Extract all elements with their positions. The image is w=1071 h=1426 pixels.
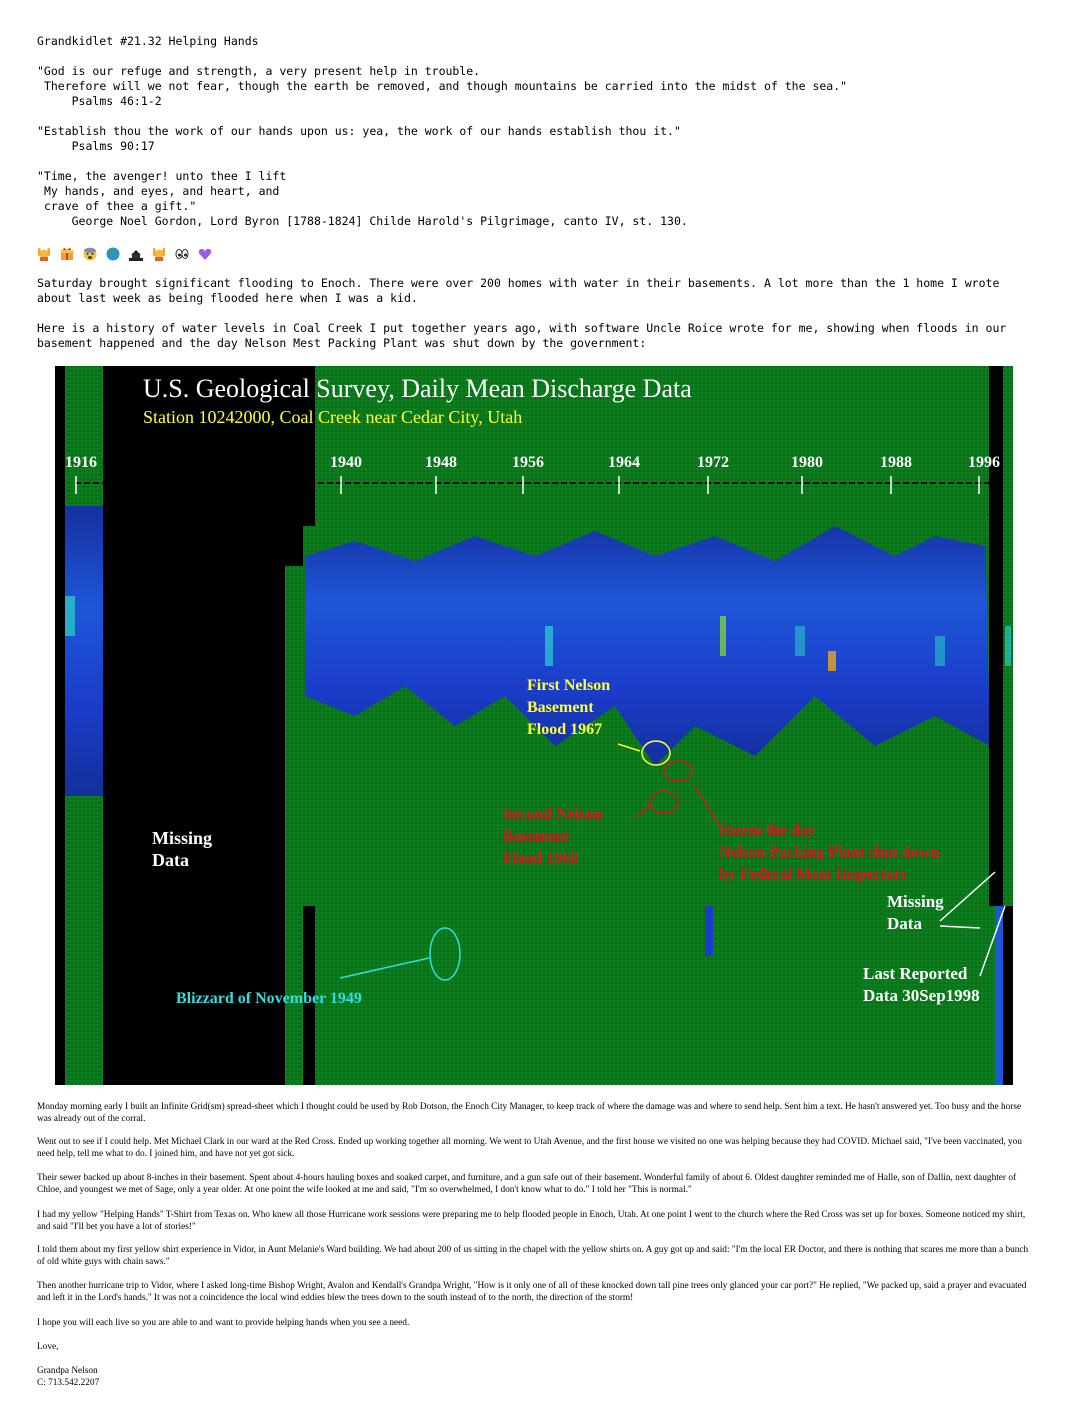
- year-label: 1980: [791, 454, 823, 471]
- purple-heart-icon: [198, 247, 212, 261]
- body-paragraph: Went out to see if I could help. Met Michael Clark in our ward at the Red Cross. Ended up working together all morning. We went to Utah Avenue, and the first house we visited no one was helping because they had COVID. Michael said, "I've been vaccinated, you need help, tell me what to do. I joined him, and have not yet got sick.: [37, 1137, 1022, 1159]
- figure-subtitle: Station 10242000, Coal Creek near Cedar City, Utah: [143, 407, 523, 427]
- body-paragraph: I had my yellow "Helping Hands" T-Shirt from Texas on. Who knew all those Hurricane work sessions were preparing me to help flooded people in Enoch, Utah. At one point I went to the church where the Red Cross was set up for boxes. Someone noticed my shirt, and said "I'll bet you have a lot of stories!": [37, 1210, 1026, 1232]
- missing-data-left-label: Missing Data: [152, 828, 213, 870]
- year-label: 1972: [697, 454, 729, 471]
- closing-love: Love,: [37, 1342, 59, 1352]
- signature-name: Grandpa Nelson: [37, 1366, 98, 1376]
- last-reported-label: Last Reported Data 30Sep1998: [863, 964, 980, 1005]
- year-label: 1988: [880, 454, 912, 471]
- second-flood-label: Second Nelson Basement Flood 1968: [503, 806, 603, 867]
- body-paragraph: Then another hurricane trip to Vidor, where I asked long-time Bishop Wright, Avalon and Kendall's Grandpa Wright, "How is it only one of all of these knocked down tall pine trees only glanced your car port?" He replied, "We packed up, said a prayer and evacuated and left it in the Lord's hands." It was not a coincidence the local wind eddies blew the trees down to the south instead of to the north, the direction of the storm!: [37, 1281, 1027, 1303]
- figure-title: U.S. Geological Survey, Daily Mean Discharge Data: [143, 374, 692, 403]
- discharge-heatmap-figure: [55, 366, 1013, 1085]
- eyes-icon: [175, 247, 189, 261]
- year-label: 1964: [608, 454, 640, 471]
- globe-icon: [106, 247, 120, 261]
- house-with-water-icon: [129, 247, 143, 261]
- body-paragraph: I hope you will each live so you are able to and want to provide helping hands when you see a need.: [37, 1318, 410, 1328]
- first-flood-label: First Nelson Basement Flood 1967: [527, 677, 611, 738]
- signature-phone: C: 713.542.2207: [37, 1378, 100, 1388]
- missing-data-right-label: Missing Data: [887, 892, 944, 933]
- blizzard-label: Blizzard of November 1949: [176, 990, 362, 1007]
- body-paragraph: Their sewer backed up about 8-inches in their basement. Spent about 4-hours hauling boxes and soaked carpet, and furniture, and a gun safe out of their basement. Wonderful family of about 6. Oldest daughter reminded me of Halle, son of Dallin, next daughter of Chloe, and youngest we met of Sage, only a year older. At one point the wife looked at me and said, "I'm so overwhelmed, I don't know what to do." I told her "This is normal.": [37, 1173, 1017, 1195]
- body-paragraph: Monday morning early I built an Infinite Grid(sm) spread-sheet which I thought could be used by Rob Dotson, the Enoch City Manager, to keep track of where the damage was and where to send help. Sent him a text. He hasn't answered yet. Too busy and the horse was already out of the corral.: [37, 1102, 1022, 1124]
- year-label: 1916: [65, 454, 97, 471]
- emoji-row: [37, 247, 212, 263]
- gift-icon: [60, 247, 74, 261]
- fearful-face-icon: [83, 247, 97, 261]
- history-paragraph: Here is a history of water levels in Coal Creek I put together years ago, with software Uncle Roice wrote for me, showing when floods in our basement happened and the day Nelson Mest Packing Plant was shut down by the government:: [37, 321, 1007, 350]
- intro-paragraph: Saturday brought significant flooding to Enoch. There were over 200 homes with water in their basements. A lot more than the 1 home I wrote about last week as being flooded here when I was a kid.: [37, 276, 1000, 305]
- post-title: Grandkidlet #21.32 Helping Hands: [37, 34, 259, 48]
- storm-label: Storm the day Nelson Packing Plant shut down by Federal Meat Inspectors: [719, 822, 940, 883]
- year-label: 1956: [512, 454, 544, 471]
- year-label: 1996: [968, 454, 1000, 471]
- person-raising-hands-icon: [37, 247, 51, 261]
- year-label: 1948: [425, 454, 457, 471]
- body-paragraph: I told them about my first yellow shirt experience in Vidor, in Aunt Melanie's Ward building. We had about 200 of us sitting in the chapel with the yellow shirts on. A guy got up and said: "I'm the local ER Doctor, and there is nothing that scares me more than a bunch of old white guys with chain saws.": [37, 1245, 1029, 1267]
- quote-psalms-90: "Establish thou the work of our hands upon us: yea, the work of our hands establish thou it." Psalms 90:17: [37, 124, 681, 153]
- person-raising-hands-icon: [152, 247, 166, 261]
- year-label: 1940: [330, 454, 362, 471]
- quote-psalms-46: "God is our refuge and strength, a very present help in trouble. Therefore will we not fear, though the earth be removed, and though mountains be carried into the midst of the sea." Psalms 46:1-2: [37, 64, 848, 108]
- quote-byron: "Time, the avenger! unto thee I lift My hands, and eyes, and heart, and crave of thee a gift." George Noel Gordon, Lord Byron [1788-1824] Childe Harold's Pilgrimage, canto IV, st. 130.: [37, 169, 688, 228]
